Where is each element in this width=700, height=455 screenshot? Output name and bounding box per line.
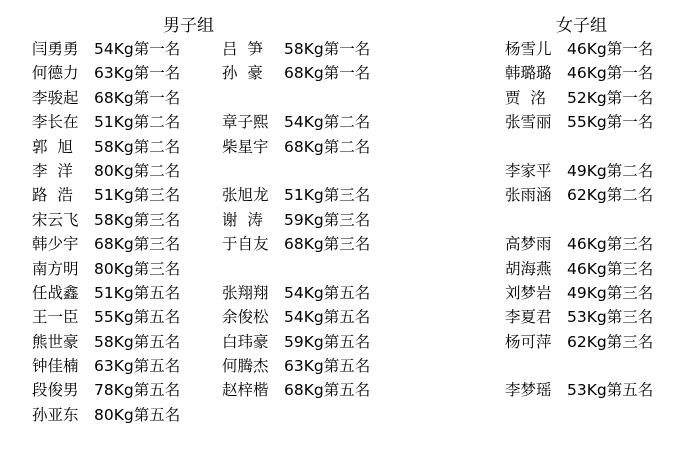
weight-class-rank: 49Kg第三名: [567, 283, 654, 302]
weight-class-rank: 51Kg第三名: [94, 186, 181, 205]
weight-class-rank: 54Kg第二名: [284, 113, 371, 132]
result-row: [505, 330, 653, 354]
athlete-name: 路 浩: [32, 186, 73, 205]
result-row: [32, 208, 180, 232]
result-row: [32, 135, 180, 159]
weight-class-rank: 58Kg第二名: [94, 137, 181, 156]
result-row: [222, 110, 370, 134]
result-row: [32, 281, 180, 305]
athlete-name: 贾 洺: [505, 88, 546, 107]
weight-class-rank: 54Kg第五名: [284, 283, 371, 302]
result-row: [505, 159, 653, 183]
result-row: [32, 305, 180, 329]
athlete-name: 杨雪儿: [505, 40, 552, 58]
athlete-name: 张旭龙: [222, 186, 269, 205]
weight-class-rank: 51Kg第五名: [94, 283, 181, 302]
result-row: [505, 232, 653, 256]
weight-class-rank: 53Kg第五名: [567, 381, 654, 400]
result-row: [32, 330, 180, 354]
result-row: [222, 330, 370, 354]
result-row: [32, 403, 180, 427]
result-row: [505, 257, 653, 281]
result-row: [222, 281, 370, 305]
result-row: [222, 378, 370, 402]
weight-class-rank: 55Kg第一名: [567, 113, 654, 132]
result-row: [505, 354, 653, 378]
weight-class-rank: 68Kg第五名: [284, 381, 371, 400]
result-row: [32, 37, 180, 61]
athlete-name: 张雨涵: [505, 186, 552, 205]
weight-class-rank: 59Kg第五名: [284, 332, 371, 351]
weight-class-rank: 52Kg第一名: [567, 88, 654, 107]
result-row: [505, 183, 653, 207]
athlete-name: 李骏起: [32, 88, 79, 107]
weight-class-rank: 49Kg第二名: [567, 161, 654, 180]
athlete-name: 何德力: [32, 64, 79, 83]
athlete-name: 王一臣: [32, 308, 79, 327]
result-row: [222, 159, 370, 183]
result-row: [222, 135, 370, 159]
weight-class-rank: 80Kg第三名: [94, 259, 181, 278]
men-group-heading: 男子组: [163, 16, 214, 36]
women-group-heading: 女子组: [556, 16, 607, 36]
athlete-name: 章子熙: [222, 113, 269, 132]
result-row: [505, 135, 653, 159]
athlete-name: 余俊松: [222, 308, 269, 327]
weight-class-rank: 58Kg第三名: [94, 210, 181, 229]
result-row: [32, 232, 180, 256]
weight-class-rank: 51Kg第三名: [284, 186, 371, 205]
athlete-name: 于自友: [222, 235, 269, 254]
result-row: [32, 183, 180, 207]
result-row: [505, 378, 653, 402]
result-row: [222, 86, 370, 110]
weight-class-rank: 59Kg第三名: [284, 210, 371, 229]
weight-class-rank: 54Kg第一名: [94, 40, 181, 58]
weight-class-rank: 51Kg第二名: [94, 113, 181, 132]
result-row: [505, 61, 653, 85]
men-column-2: [222, 37, 370, 403]
athlete-name: 胡海燕: [505, 259, 552, 278]
result-row: [222, 37, 370, 61]
weight-class-rank: 68Kg第二名: [284, 137, 371, 156]
result-row: [32, 110, 180, 134]
result-row: [505, 281, 653, 305]
result-row: [222, 354, 370, 378]
result-row: [222, 208, 370, 232]
weight-class-rank: 80Kg第五名: [94, 405, 181, 424]
athlete-name: 刘梦岩: [505, 283, 552, 302]
athlete-name: 李 洋: [32, 161, 73, 180]
athlete-name: 韩璐璐: [505, 64, 552, 83]
weight-class-rank: 78Kg第五名: [94, 381, 181, 400]
weight-class-rank: 63Kg第五名: [94, 357, 181, 376]
weight-class-rank: 46Kg第一名: [567, 40, 654, 58]
result-row: [222, 183, 370, 207]
athlete-name: 钟佳楠: [32, 357, 79, 376]
result-row: [505, 110, 653, 134]
men-column-1: [32, 37, 180, 427]
women-column: [505, 37, 653, 403]
weight-class-rank: 46Kg第三名: [567, 235, 654, 254]
result-row: [505, 86, 653, 110]
weight-class-rank: 62Kg第二名: [567, 186, 654, 205]
athlete-name: 张翔翔: [222, 283, 269, 302]
athlete-name: 李长在: [32, 113, 79, 132]
result-row: [32, 354, 180, 378]
athlete-name: 谢 涛: [222, 210, 263, 229]
athlete-name: 闫勇勇: [32, 40, 79, 58]
athlete-name: 张雪丽: [505, 113, 552, 132]
result-row: [505, 37, 653, 61]
athlete-name: 段俊男: [32, 381, 79, 400]
athlete-name: 李梦瑶: [505, 381, 552, 400]
result-row: [222, 257, 370, 281]
result-row: [32, 86, 180, 110]
athlete-name: 白玮豪: [222, 332, 269, 351]
weight-class-rank: 54Kg第五名: [284, 308, 371, 327]
weight-class-rank: 68Kg第三名: [284, 235, 371, 254]
result-row: [32, 257, 180, 281]
result-row: [32, 378, 180, 402]
athlete-name: 杨可萍: [505, 332, 552, 351]
result-row: [222, 61, 370, 85]
athlete-name: 熊世豪: [32, 332, 79, 351]
weight-class-rank: 58Kg第一名: [284, 40, 371, 58]
weight-class-rank: 53Kg第三名: [567, 308, 654, 327]
athlete-name: 任战鑫: [32, 283, 79, 302]
weight-class-rank: 58Kg第五名: [94, 332, 181, 351]
weight-class-rank: 46Kg第一名: [567, 64, 654, 83]
weight-class-rank: 63Kg第五名: [284, 357, 371, 376]
athlete-name: 李家平: [505, 161, 552, 180]
weight-class-rank: 55Kg第五名: [94, 308, 181, 327]
result-row: [32, 159, 180, 183]
weight-class-rank: 68Kg第一名: [94, 88, 181, 107]
athlete-name: 宋云飞: [32, 210, 79, 229]
athlete-name: 南方明: [32, 259, 79, 278]
athlete-name: 高梦雨: [505, 235, 552, 254]
athlete-name: 郭 旭: [32, 137, 73, 156]
result-row: [32, 61, 180, 85]
athlete-name: 赵梓楷: [222, 381, 269, 400]
weight-class-rank: 68Kg第三名: [94, 235, 181, 254]
weight-class-rank: 62Kg第三名: [567, 332, 654, 351]
athlete-name: 韩少宇: [32, 235, 79, 254]
athlete-name: 孙 豪: [222, 64, 263, 83]
weight-class-rank: 68Kg第一名: [284, 64, 371, 83]
result-row: [505, 208, 653, 232]
athlete-name: 吕 笋: [222, 40, 263, 58]
result-row: [222, 232, 370, 256]
athlete-name: 何腾杰: [222, 357, 269, 376]
athlete-name: 李夏君: [505, 308, 552, 327]
result-row: [222, 305, 370, 329]
weight-class-rank: 80Kg第二名: [94, 161, 181, 180]
weight-class-rank: 46Kg第三名: [567, 259, 654, 278]
athlete-name: 孙亚东: [32, 405, 79, 424]
result-row: [505, 305, 653, 329]
athlete-name: 柴星宇: [222, 137, 269, 156]
weight-class-rank: 63Kg第一名: [94, 64, 181, 83]
